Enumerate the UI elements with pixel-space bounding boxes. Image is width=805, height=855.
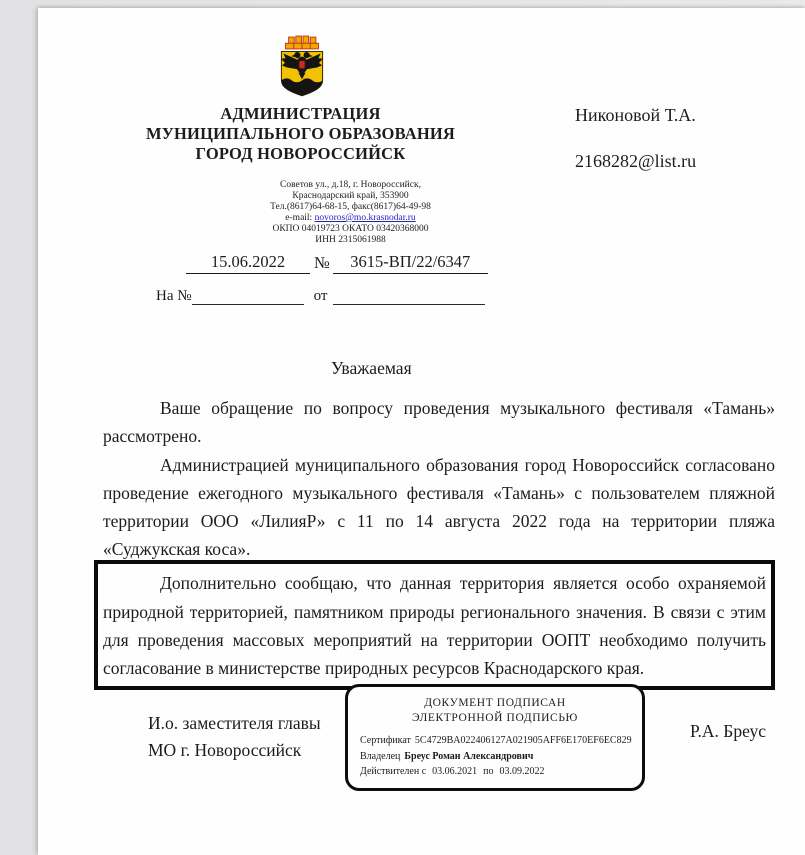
paragraph-1: Ваше обращение по вопросу проведения музыкального фестиваля «Тамань» рассмотрено. xyxy=(103,398,775,447)
letter-number: 3615-ВП/22/6347 xyxy=(333,252,488,274)
validity-from: 03.06.2021 xyxy=(432,766,478,777)
org-name-line1: АДМИНИСТРАЦИЯ xyxy=(220,104,381,123)
reply-from-label: от xyxy=(313,288,328,304)
address-phone: Тел.(8617)64-68-15, факс(8617)64-49-98 xyxy=(270,202,431,212)
signer-position xyxy=(148,710,378,764)
novorossiysk-coat-of-arms-icon xyxy=(271,34,333,104)
stamp-certificate-row xyxy=(360,733,630,749)
owner-label: Владелец xyxy=(360,750,401,762)
reply-prefix: На № xyxy=(156,288,192,304)
certificate-label: Сертификат xyxy=(360,735,411,746)
reply-number-blank xyxy=(192,288,304,305)
address-street: Советов ул., д.18, г. Новороссийск, xyxy=(280,180,421,190)
validity-label: Действителен с xyxy=(360,766,427,777)
signer-position-line1: И.о. заместителя главы xyxy=(148,713,321,733)
org-email-link[interactable]: novoros@mo.krasnodar.ru xyxy=(314,213,416,223)
number-sign: № xyxy=(314,253,330,272)
org-name-line3: ГОРОД НОВОРОССИЙСК xyxy=(195,144,406,163)
owner-value: Бреус Роман Александрович xyxy=(404,750,534,762)
outgoing-reference-line xyxy=(186,252,546,274)
stamp-details xyxy=(360,733,630,780)
address-email-line xyxy=(133,213,568,224)
letter-date: 15.06.2022 xyxy=(186,252,310,274)
address-inn: ИНН 2315061988 xyxy=(315,235,386,245)
certificate-value: 5C4729BA022406127A021905AFF6E170EF6EC829 xyxy=(414,735,632,746)
reply-reference-line xyxy=(156,288,576,305)
email-label: e-mail: xyxy=(285,213,313,223)
signer-name: Р.А. Бреус xyxy=(690,721,766,741)
recipient-email: 2168282@list.ru xyxy=(575,151,697,171)
validity-to: 03.09.2022 xyxy=(499,766,545,777)
highlighted-paragraph-box xyxy=(94,560,775,690)
address-okpo-okato: ОКПО 04019723 ОКАТО 03420368000 xyxy=(272,224,429,234)
stamp-title-line2: ЭЛЕКТРОННОЙ ПОДПИСЬЮ xyxy=(412,711,578,724)
salutation: Уважаемая xyxy=(331,358,412,378)
digital-signature-stamp xyxy=(345,684,645,791)
stamp-owner-row xyxy=(360,749,630,765)
stamp-title xyxy=(360,696,630,725)
crown xyxy=(286,36,319,49)
paragraph-3-highlighted: Дополнительно сообщаю, что данная территория является особо охраняемой природной территорией, памятником природы регионального значения. В связи с этим для проведения массовых мероприятий на территории ООПТ необходимо получить согласование в министерстве природных ресурсов Краснодарского края. xyxy=(103,573,766,679)
org-name-line2: МУНИЦИПАЛЬНОГО ОБРАЗОВАНИЯ xyxy=(145,124,456,143)
signer-position-line2: МО г. Новороссийск xyxy=(148,740,302,760)
organization-name xyxy=(78,104,523,164)
org-address-block xyxy=(133,180,568,246)
paragraph-2: Администрацией муниципального образования город Новороссийск согласовано проведение ежегодного музыкального фестиваля «Тамань» с пользователем пляжной территории ООО «ЛилияР» с 11 по 14 августа 2022 года на территории пляжа «Суджукская коса». xyxy=(103,454,775,560)
recipient-name: Никоновой Т.А. xyxy=(575,105,696,125)
recipient-block xyxy=(575,104,800,172)
validity-between-label: по xyxy=(483,766,494,777)
letter-page xyxy=(38,8,805,855)
address-region: Краснодарский край, 353900 xyxy=(292,191,409,201)
reply-date-blank xyxy=(333,288,485,305)
stamp-title-line1: ДОКУМЕНТ ПОДПИСАН xyxy=(424,697,566,709)
stamp-validity-row xyxy=(360,764,630,780)
letter-body xyxy=(103,354,775,690)
